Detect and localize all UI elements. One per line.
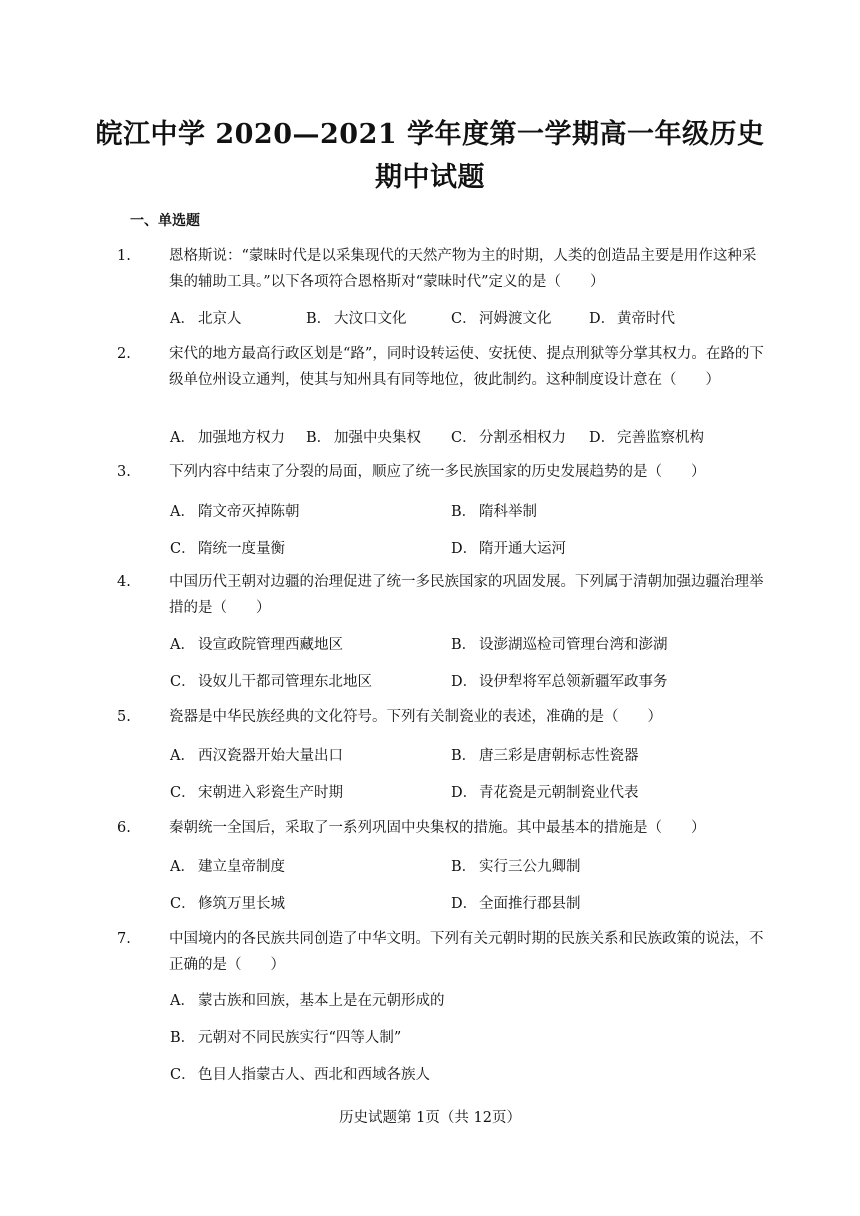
option-letter: A． <box>170 748 195 764</box>
option-text: 设伊犁将军总领新疆军政事务 <box>479 674 668 690</box>
question-number: 5. <box>117 709 131 725</box>
question-number: 1. <box>117 248 131 264</box>
option-text: 修筑万里长城 <box>198 896 285 912</box>
q7-option-c <box>170 1063 430 1084</box>
option-letter: A． <box>170 993 195 1009</box>
option-text: 黄帝时代 <box>617 311 675 327</box>
q5-option-b <box>451 744 639 765</box>
question-7-stem <box>117 927 769 978</box>
q2-option-a <box>170 426 285 447</box>
q7-option-a <box>170 989 445 1010</box>
question-number: 3. <box>117 464 131 480</box>
option-text: 设澎湖巡检司管理台湾和澎湖 <box>479 637 668 653</box>
q7-option-b <box>170 1026 401 1047</box>
section-title: 一、单选题 <box>130 213 200 229</box>
option-letter: B． <box>451 748 477 764</box>
question-text: 秦朝统一全国后，采取了一系列巩固中央集权的措施。其中最基本的措施是（ ） <box>169 820 706 836</box>
option-letter: B． <box>170 1030 196 1046</box>
option-letter: A． <box>170 637 195 653</box>
option-letter: D． <box>451 896 478 912</box>
option-text: 北京人 <box>198 311 242 327</box>
q3-option-d <box>451 537 566 558</box>
option-text: 隋文帝灭掉陈朝 <box>198 504 300 520</box>
q6-option-d <box>451 892 581 913</box>
q1-option-d <box>589 307 675 328</box>
question-number: 4. <box>117 574 131 590</box>
option-letter: D． <box>451 541 478 557</box>
option-text: 唐三彩是唐朝标志性瓷器 <box>479 748 639 764</box>
question-4-stem <box>117 570 769 621</box>
option-text: 隋科举制 <box>479 504 537 520</box>
option-letter: D． <box>589 430 616 446</box>
option-text: 色目人指蒙古人、西北和西域各族人 <box>198 1067 430 1083</box>
option-text: 加强中央集权 <box>334 430 421 446</box>
option-letter: B． <box>451 637 477 653</box>
q3-option-a <box>170 500 300 521</box>
question-text: 中国境内的各民族共同创造了中华文明。下列有关元朝时期的民族关系和民族政策的说法，不正确的是（ ） <box>169 931 764 973</box>
option-letter: C． <box>170 674 196 690</box>
option-letter: B． <box>451 859 477 875</box>
option-letter: C． <box>170 1067 196 1083</box>
option-letter: D． <box>451 674 478 690</box>
question-5-stem <box>117 705 769 731</box>
q3-option-b <box>451 500 537 521</box>
option-text: 设奴儿干都司管理东北地区 <box>198 674 372 690</box>
question-number: 2. <box>117 346 131 362</box>
q5-option-a <box>170 744 343 765</box>
option-letter: A． <box>170 504 195 520</box>
exam-title-line2: 期中试题 <box>375 162 485 193</box>
option-letter: B． <box>306 311 332 327</box>
option-text: 全面推行郡县制 <box>479 896 581 912</box>
option-letter: B． <box>306 430 332 446</box>
option-text: 元朝对不同民族实行“四等人制” <box>198 1030 402 1046</box>
question-2-stem <box>117 342 769 393</box>
option-letter: C． <box>451 311 477 327</box>
option-letter: C． <box>170 541 196 557</box>
q4-option-c <box>170 670 372 691</box>
option-text: 设宣政院管理西藏地区 <box>198 637 343 653</box>
q5-option-c <box>170 781 343 802</box>
question-text: 下列内容中结束了分裂的局面，顺应了统一多民族国家的历史发展趋势的是（ ） <box>169 464 706 480</box>
option-letter: B． <box>451 504 477 520</box>
q6-option-b <box>451 855 581 876</box>
q5-option-d <box>451 781 639 802</box>
exam-title-line1: 皖江中学 2020—2021 学年度第一学期高一年级历史 <box>95 119 765 150</box>
option-text: 宋朝进入彩瓷生产时期 <box>198 785 343 801</box>
q2-option-b <box>306 426 421 447</box>
option-text: 加强地方权力 <box>198 430 285 446</box>
question-number: 7. <box>117 931 131 947</box>
option-text: 蒙古族和回族，基本上是在元朝形成的 <box>198 993 445 1009</box>
page-footer: 历史试题第 1页（共 12页） <box>339 1110 521 1126</box>
option-text: 青花瓷是元朝制瓷业代表 <box>479 785 639 801</box>
q1-option-c <box>451 307 552 328</box>
option-letter: C． <box>170 896 196 912</box>
question-text: 中国历代王朝对边疆的治理促进了统一多民族国家的巩固发展。下列属于清朝加强边疆治理举措的是（ ） <box>169 574 764 616</box>
option-letter: C． <box>170 785 196 801</box>
q6-option-c <box>170 892 285 913</box>
q4-option-a <box>170 633 343 654</box>
question-6-stem <box>117 816 769 842</box>
q4-option-b <box>451 633 668 654</box>
question-text: 瓷器是中华民族经典的文化符号。下列有关制瓷业的表述，准确的是（ ） <box>169 709 662 725</box>
question-text: 恩格斯说：“蒙昧时代是以采集现代的天然产物为主的时期，人类的创造品主要是用作这种采集的辅助工具。”以下各项符合恩格斯对“蒙昧时代”定义的是（ ） <box>169 248 757 290</box>
option-letter: A． <box>170 430 195 446</box>
question-1-stem <box>117 244 769 295</box>
option-text: 西汉瓷器开始大量出口 <box>198 748 343 764</box>
option-text: 河姆渡文化 <box>479 311 552 327</box>
option-text: 建立皇帝制度 <box>198 859 285 875</box>
option-text: 隋统一度量衡 <box>198 541 285 557</box>
question-text: 宋代的地方最高行政区划是“路”，同时设转运使、安抚使、提点刑狱等分掌其权力。在路的下级单位州设立通判，使其与知州具有同等地位，彼此制约。这种制度设计意在（ ） <box>169 346 764 388</box>
question-number: 6. <box>117 820 131 836</box>
option-letter: D． <box>589 311 616 327</box>
q1-option-a <box>170 307 242 328</box>
option-text: 实行三公九卿制 <box>479 859 581 875</box>
option-text: 大汶口文化 <box>334 311 407 327</box>
question-3-stem <box>117 460 769 486</box>
q2-option-c <box>451 426 566 447</box>
q2-option-d <box>589 426 704 447</box>
q4-option-d <box>451 670 668 691</box>
option-letter: A． <box>170 859 195 875</box>
option-letter: D． <box>451 785 478 801</box>
q6-option-a <box>170 855 285 876</box>
option-letter: A． <box>170 311 195 327</box>
option-text: 完善监察机构 <box>617 430 704 446</box>
option-text: 分割丞相权力 <box>479 430 566 446</box>
q3-option-c <box>170 537 285 558</box>
option-text: 隋开通大运河 <box>479 541 566 557</box>
option-letter: C． <box>451 430 477 446</box>
q1-option-b <box>306 307 407 328</box>
